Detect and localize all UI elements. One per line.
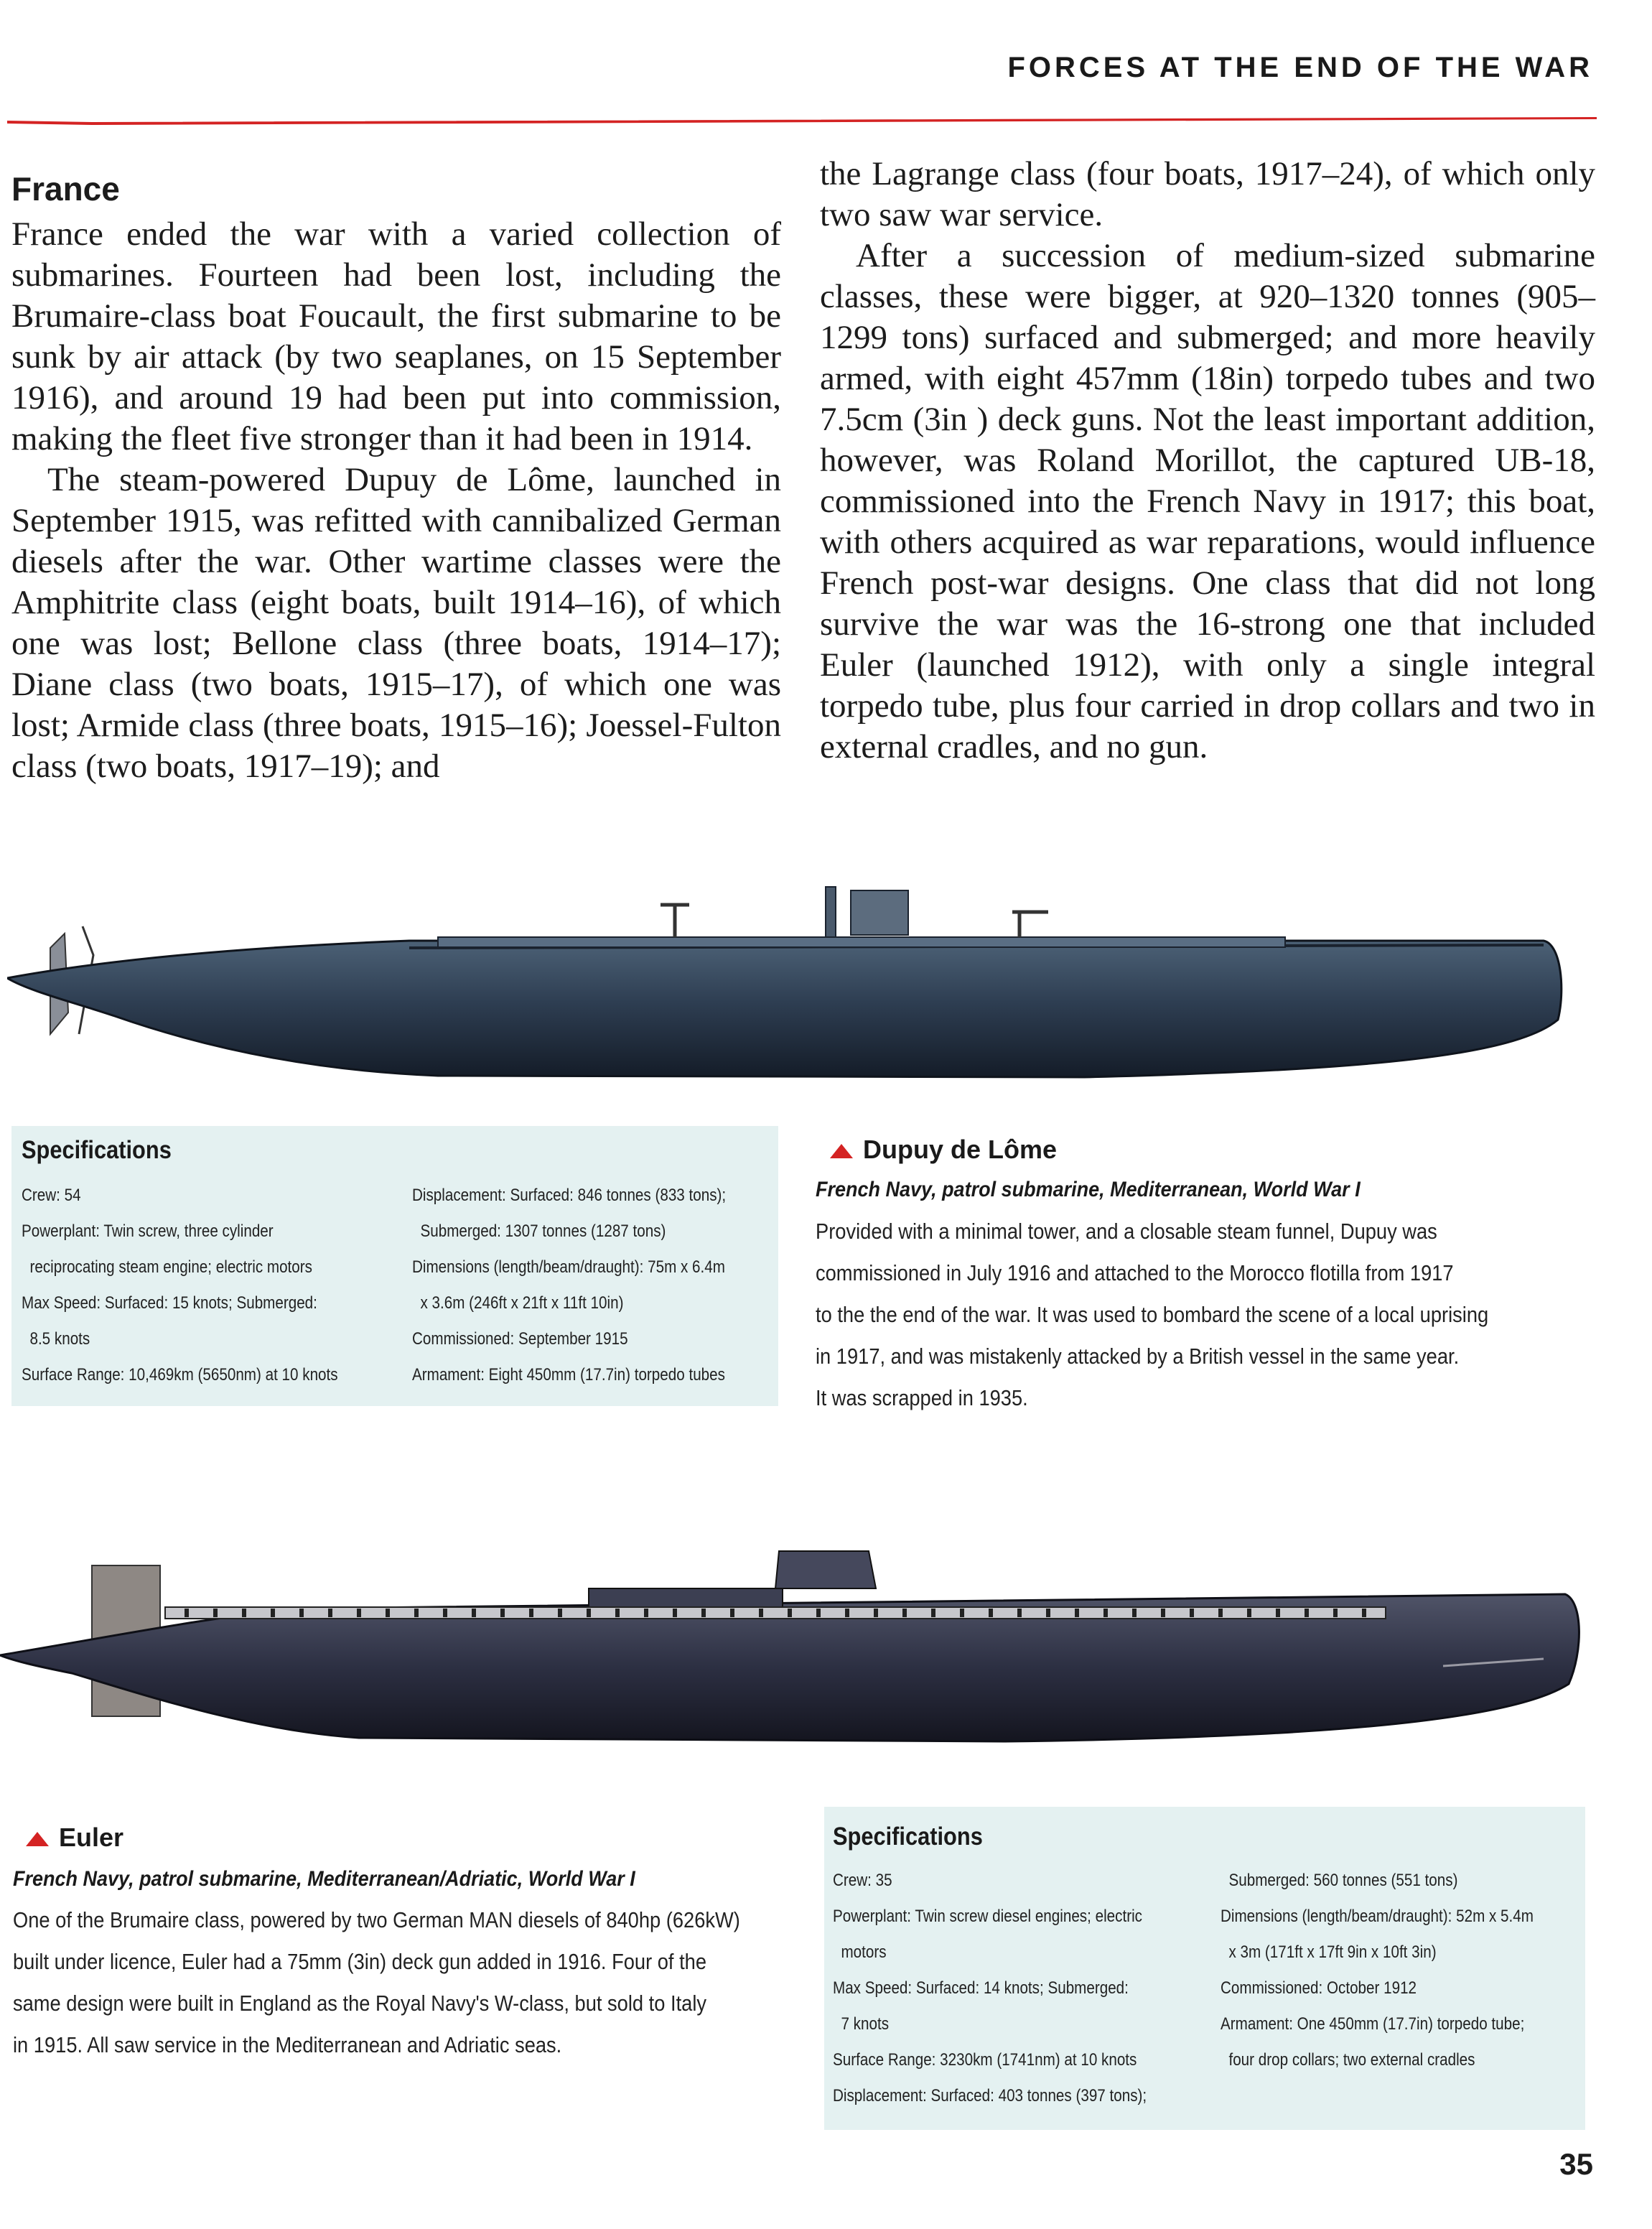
spec-line: Max Speed: Surfaced: 14 knots; Submerged: bbox=[833, 1978, 1129, 1998]
spec-line: Displacement: Surfaced: 846 tonnes (833 tons); bbox=[412, 1186, 727, 1205]
caption-line: same design were built in England as the Royal Navy's W-class, but sold to Italy bbox=[13, 1991, 707, 2016]
spec-line: Commissioned: September 1915 bbox=[412, 1329, 628, 1349]
caption-line: Provided with a minimal tower, and a closable steam funnel, Dupuy was bbox=[816, 1219, 1437, 1244]
left-paragraph-2: The steam-powered Dupuy de Lôme, launched in September 1915, was refitted with cannibalized German diesels after the war. Other wartime classes were the Amphitrite class (eight boats, built 1914–16), of which one was lost; Bellone class (three boats, 1914–17); Diane class (two boats, 1915–17), of which one was lost; Armide class (three boats, 1915–16); Joessel-Fulton class (two boats, 1917–19); and bbox=[11, 461, 781, 785]
spec-left-column bbox=[833, 1863, 1198, 2114]
caption-body-dupuy bbox=[816, 1211, 1580, 1419]
caption-title-euler bbox=[26, 1823, 123, 1853]
spec-line: x 3m (171ft x 17ft 9in x 10ft 3in) bbox=[1221, 1942, 1437, 1962]
spec-line: four drop collars; two external cradles bbox=[1221, 2050, 1475, 2070]
running-header: FORCES AT THE END OF THE WAR bbox=[1007, 52, 1593, 83]
caption-line: to the the end of the war. It was used to bombard the scene of a local uprising bbox=[816, 1302, 1489, 1327]
spec-line: Powerplant: Twin screw diesel engines; electric bbox=[833, 1907, 1142, 1926]
dupuy-de-lome-illustration bbox=[7, 869, 1565, 1084]
right-paragraph-2: After a succession of medium-sized submarine classes, these were bigger, at 920–1320 tonnes (905–1299 tons) surfaced and submerged; and more heavily armed, with eight 457mm (18in) torpedo tubes and two 7.5cm (3in ) deck guns. Not the least important addition, however, was Roland Morillot, the captured UB-18, commissioned into the French Navy in 1917; this boat, with others acquired as war reparations, would influence French post-war designs. One class that did not long survive the war was the 16-strong one that included Euler (launched 1912), with only a single integral torpedo tube, plus four carried in drop collars and two in external cradles, and no gun. bbox=[820, 237, 1595, 766]
spec-line: x 3.6m (246ft x 21ft x 11ft 10in) bbox=[412, 1293, 624, 1313]
spec-line: Displacement: Surfaced: 403 tonnes (397 tons); bbox=[833, 2086, 1147, 2105]
caption-line: commissioned in July 1916 and attached to the Morocco flotilla from 1917 bbox=[816, 1260, 1454, 1285]
caption-title-text: Euler bbox=[59, 1823, 124, 1852]
caption-title-dupuy bbox=[830, 1135, 1057, 1165]
spec-left-column bbox=[22, 1178, 389, 1393]
euler-illustration bbox=[0, 1522, 1587, 1752]
spec-line: motors bbox=[833, 1942, 887, 1962]
right-paragraph-1: the Lagrange class (four boats, 1917–24), of which only two saw war service. bbox=[820, 155, 1595, 233]
spec-line: Submerged: 1307 tonnes (1287 tons) bbox=[412, 1221, 666, 1241]
spec-line: Submerged: 560 tonnes (551 tons) bbox=[1221, 1871, 1458, 1890]
caption-line: built under licence, Euler had a 75mm (3in) deck gun added in 1916. Four of the bbox=[13, 1949, 707, 1974]
spec-title: Specifications bbox=[22, 1136, 172, 1164]
left-column-text bbox=[11, 214, 781, 787]
spec-line: Dimensions (length/beam/draught): 75m x 6.4m bbox=[412, 1257, 725, 1277]
left-paragraph-1: France ended the war with a varied collection of submarines. Fourteen had been lost, including the Brumaire-class boat Foucault, the first submarine to be sunk by air attack (by two seaplanes, on 15 September 1916), and around 19 had been put into commission, making the fleet five stronger than it had been in 1914. bbox=[11, 215, 781, 457]
caption-line: It was scrapped in 1935. bbox=[816, 1385, 1028, 1410]
spec-line: Dimensions (length/beam/draught): 52m x 5.4m bbox=[1221, 1907, 1534, 1926]
spec-right-column bbox=[1221, 1863, 1585, 2078]
spec-line: Surface Range: 3230km (1741nm) at 10 knots bbox=[833, 2050, 1137, 2070]
spec-line: Max Speed: Surfaced: 15 knots; Submerged: bbox=[22, 1293, 317, 1313]
spec-line: 8.5 knots bbox=[22, 1329, 90, 1349]
red-triangle-icon bbox=[26, 1832, 49, 1846]
page-number: 35 bbox=[1559, 2147, 1593, 2181]
caption-line: in 1917, and was mistakenly attacked by a British vessel in the same year. bbox=[816, 1344, 1460, 1369]
caption-line: One of the Brumaire class, powered by two German MAN diesels of 840hp (626kW) bbox=[13, 1907, 740, 1932]
specifications-box-euler bbox=[824, 1807, 1585, 2130]
spec-line: Commissioned: October 1912 bbox=[1221, 1978, 1417, 1998]
caption-subtitle-euler: French Navy, patrol submarine, Mediterranean/Adriatic, World War I bbox=[13, 1867, 635, 1891]
spec-line: Armament: One 450mm (17.7in) torpedo tube; bbox=[1221, 2014, 1525, 2034]
spec-right-column bbox=[412, 1178, 777, 1393]
caption-line: in 1915. All saw service in the Mediterranean and Adriatic seas. bbox=[13, 2032, 562, 2057]
section-title: France bbox=[11, 170, 120, 208]
right-column-text bbox=[820, 154, 1595, 768]
spec-line: Crew: 54 bbox=[22, 1186, 81, 1205]
spec-title: Specifications bbox=[833, 1823, 983, 1851]
specifications-box-dupuy bbox=[11, 1126, 778, 1406]
spec-line: reciprocating steam engine; electric motors bbox=[22, 1257, 312, 1277]
spec-line: 7 knots bbox=[833, 2014, 890, 2034]
spec-line: Surface Range: 10,469km (5650nm) at 10 knots bbox=[22, 1365, 338, 1385]
caption-title-text: Dupuy de Lôme bbox=[863, 1135, 1058, 1164]
caption-body-euler bbox=[13, 1899, 839, 2066]
spec-line: Powerplant: Twin screw, three cylinder bbox=[22, 1221, 274, 1241]
spec-line: Armament: Eight 450mm (17.7in) torpedo tubes bbox=[412, 1365, 725, 1385]
caption-subtitle-dupuy: French Navy, patrol submarine, Mediterranean, World War I bbox=[816, 1178, 1361, 1201]
header-red-rule bbox=[7, 115, 1597, 125]
spec-line: Crew: 35 bbox=[833, 1871, 892, 1890]
red-triangle-icon bbox=[830, 1144, 853, 1158]
